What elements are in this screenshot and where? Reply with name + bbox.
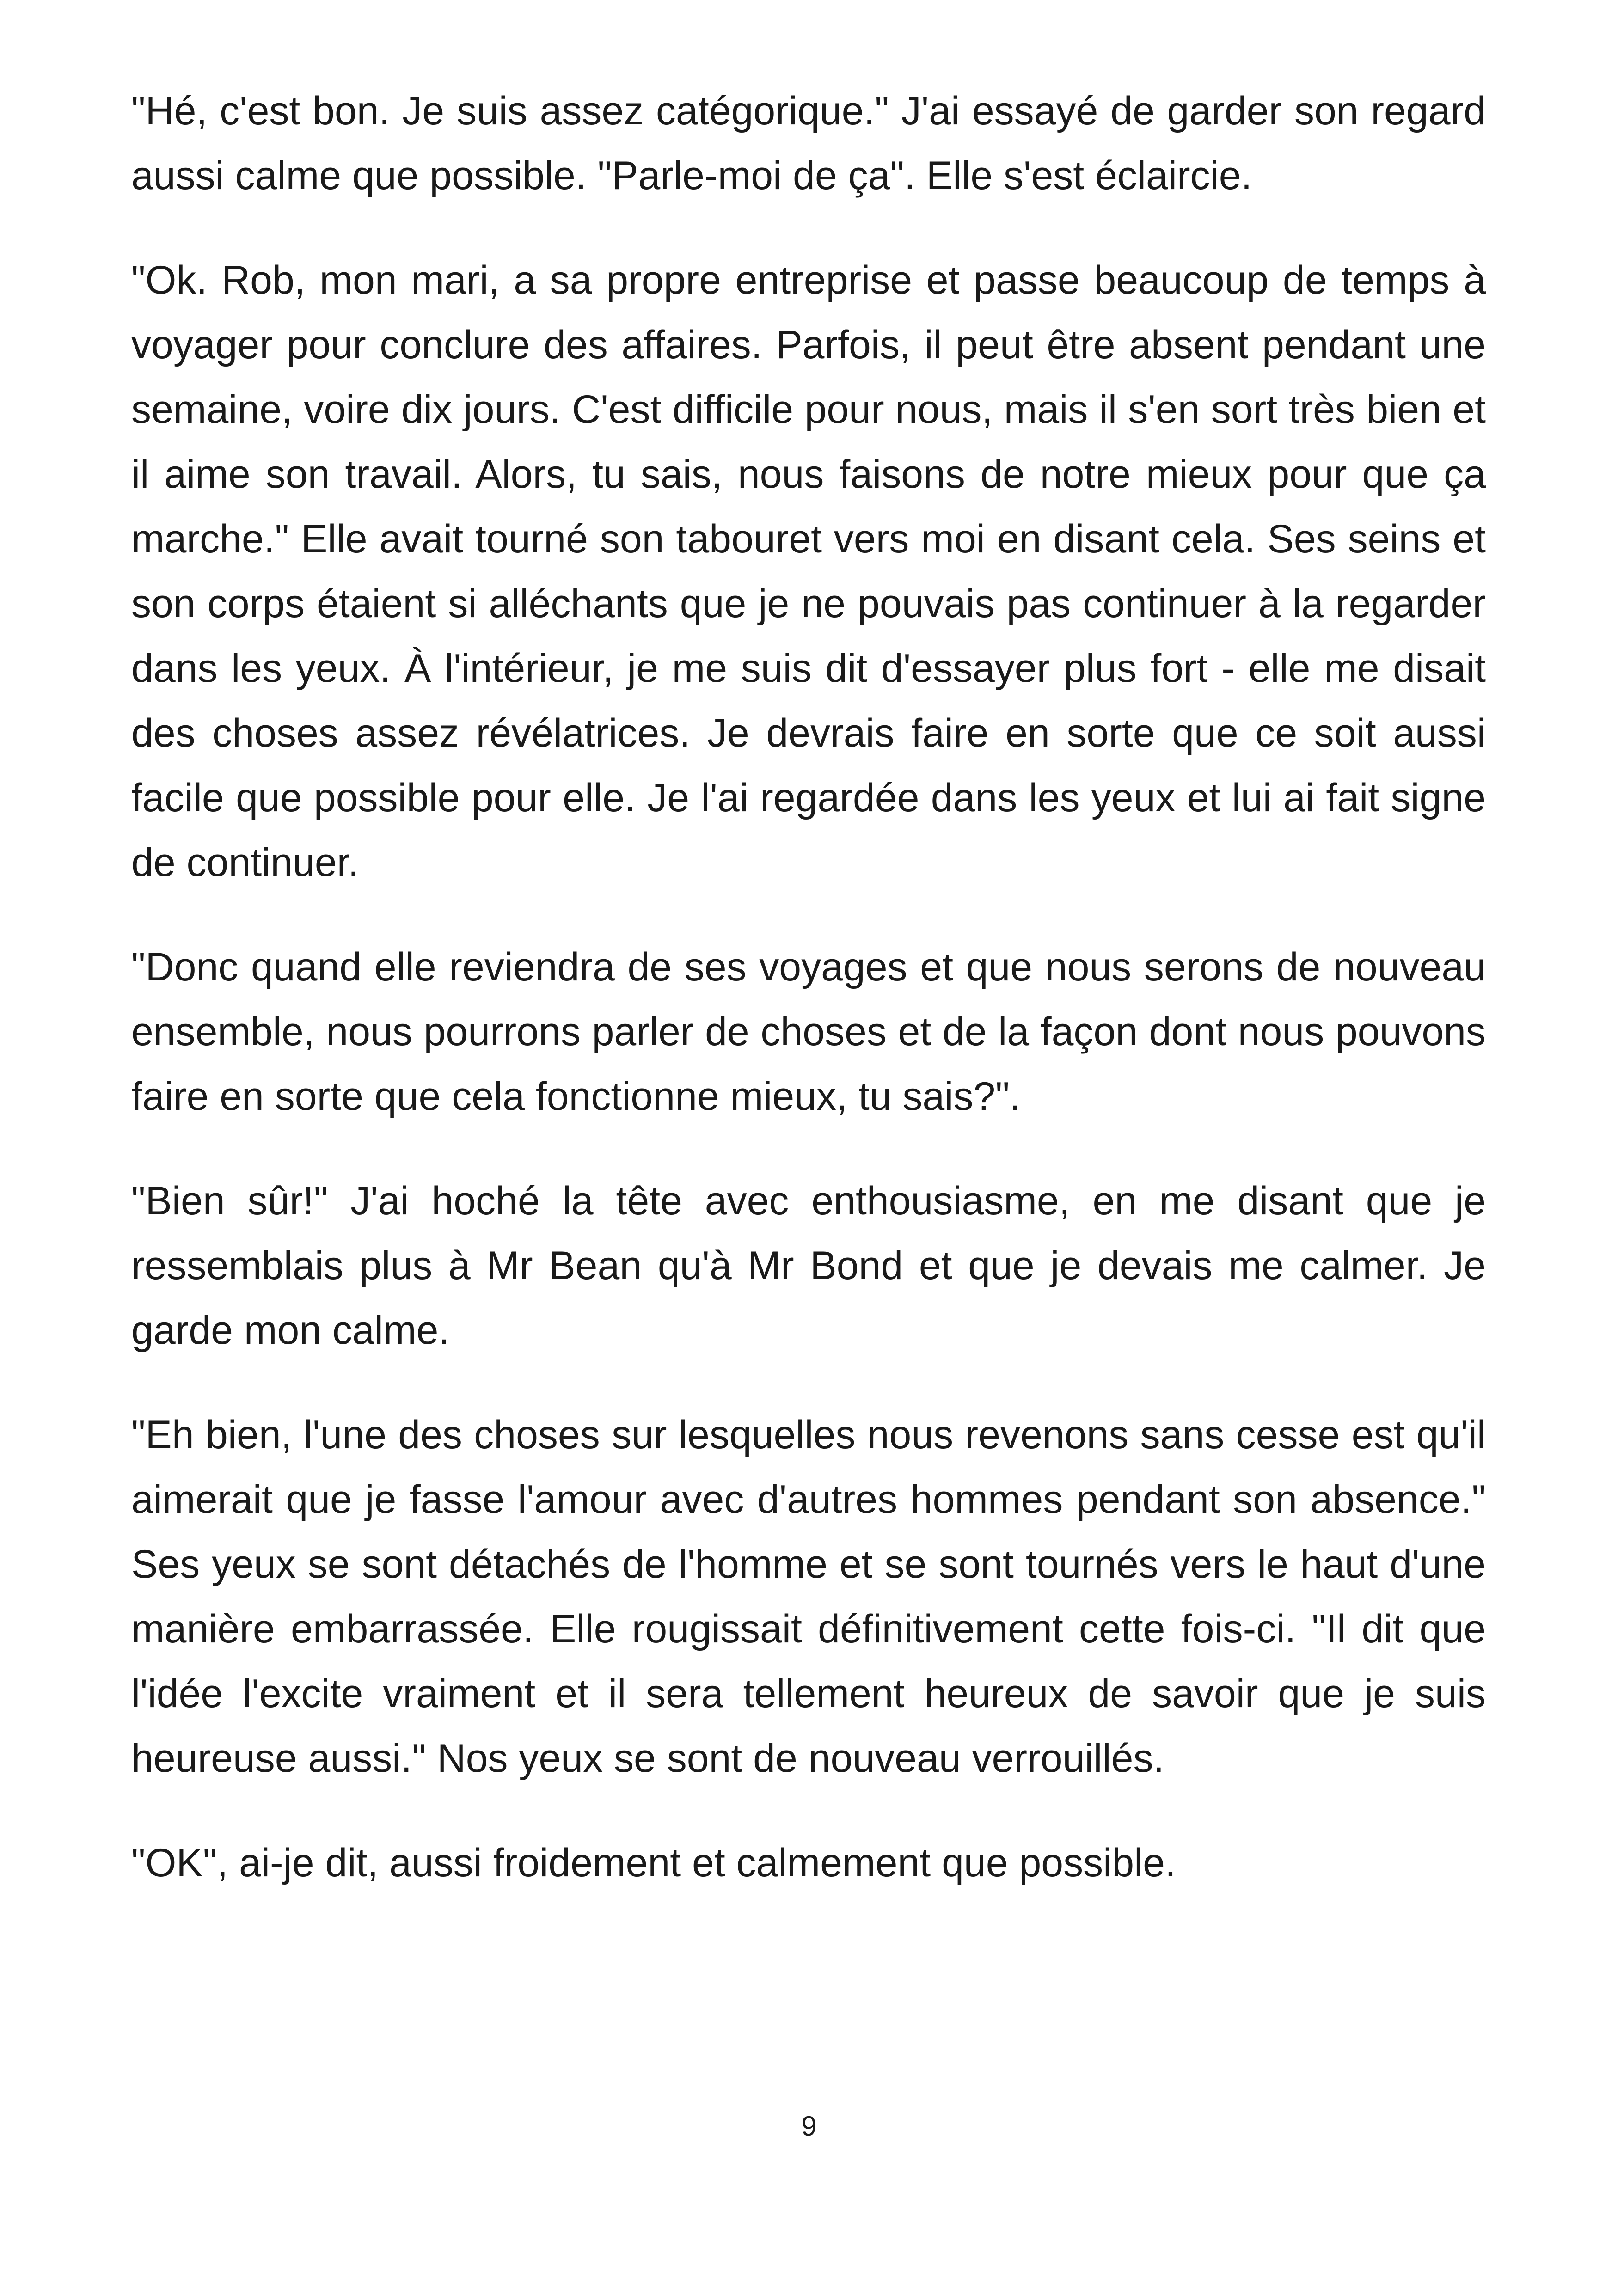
- paragraph-6: "OK", ai-je dit, aussi froidement et calmement que possible.: [131, 1841, 1176, 1885]
- paragraph-1: "Hé, c'est bon. Je suis assez catégorique." J'ai essayé de garder son regard aussi calme que possible. "Parle-moi de ça". Elle s'est éclaircie.: [131, 89, 1486, 198]
- paragraph-4: "Bien sûr!" J'ai hoché la tête avec enthousiasme, en me disant que je ressemblais plus à Mr Bean qu'à Mr Bond et que je devais me calmer. Je garde mon calme.: [131, 1179, 1486, 1353]
- body-text: [131, 79, 1486, 1935]
- paragraph-2: "Ok. Rob, mon mari, a sa propre entreprise et passe beaucoup de temps à voyager pour conclure des affaires. Parfois, il peut être absent pendant une semaine, voire dix jours. C'est difficile pour nous, mais il s'en sort très bien et il aime son travail. Alors, tu sais, nous faisons de notre mieux pour que ça marche." Elle avait tourné son tabouret vers moi en disant cela. Ses seins et son corps étaient si alléchants que je ne pouvais pas continuer à la regarder dans les yeux. À l'intérieur, je me suis dit d'essayer plus fort - elle me disait des choses assez révélatrices. Je devrais faire en sorte que ce soit aussi facile que possible pour elle. Je l'ai regardée dans les yeux et lui ai fait signe de continuer.: [131, 258, 1486, 885]
- paragraph-5: "Eh bien, l'une des choses sur lesquelles nous revenons sans cesse est qu'il aimerait que je fasse l'amour avec d'autres hommes pendant son absence." Ses yeux se sont détachés de l'homme et se sont tournés vers le haut d'une manière embarrassée. Elle rougissait définitivement cette fois-ci. "Il dit que l'idée l'excite vraiment et il sera tellement heureux de savoir que je suis heureuse aussi." Nos yeux se sont de nouveau verrouillés.: [131, 1413, 1486, 1781]
- paragraph-3: "Donc quand elle reviendra de ses voyages et que nous serons de nouveau ensemble, nous pourrons parler de choses et de la façon dont nous pouvons faire en sorte que cela fonctionne mieux, tu sais?".: [131, 945, 1486, 1119]
- page-number: 9: [801, 2111, 817, 2142]
